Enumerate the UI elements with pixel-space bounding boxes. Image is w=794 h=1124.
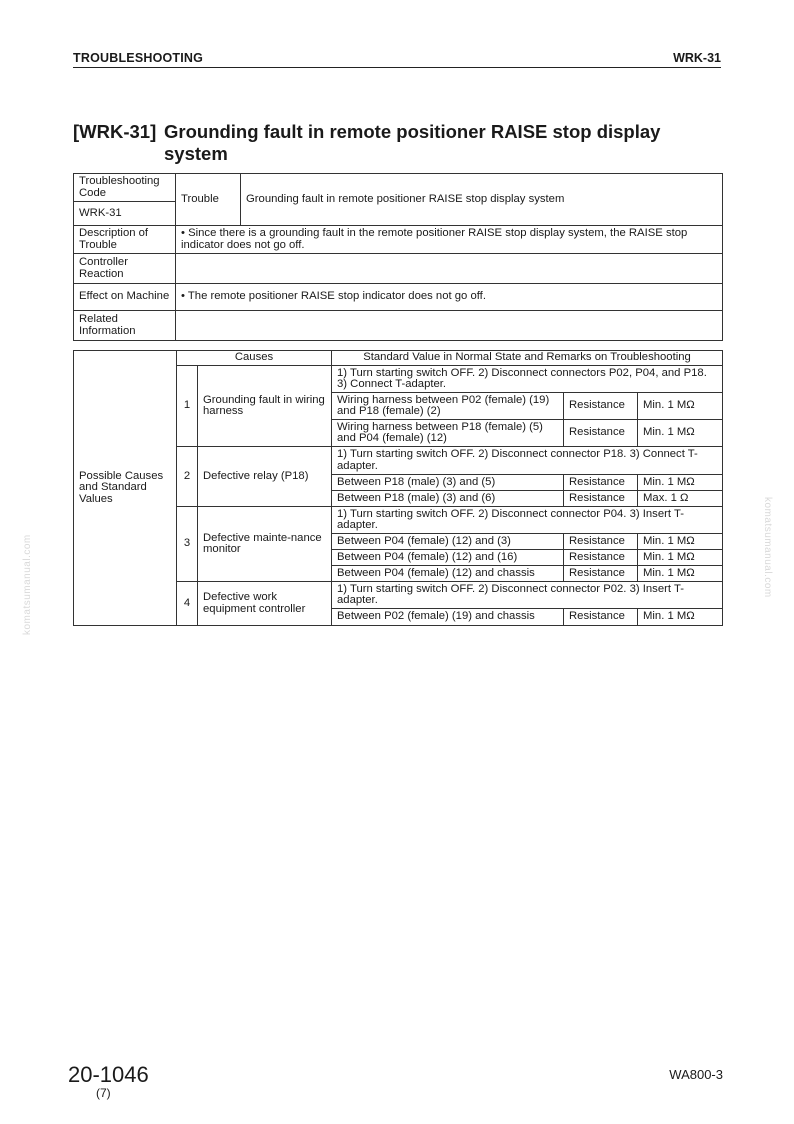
cause-1-number: 1: [177, 366, 198, 447]
watermark-left: komatsumanual.com: [22, 534, 33, 635]
causes-table: [73, 350, 723, 626]
controller-value-cell: [176, 254, 723, 284]
related-label-cell: Related Information: [74, 311, 176, 341]
cause-2-check-1-point: Between P18 (male) (3) and (5): [332, 475, 564, 491]
description-label-cell: Description of Trouble: [74, 226, 176, 254]
cause-3-check-2-item: Resistance: [564, 550, 638, 566]
cause-2-name: Defective relay (P18): [198, 447, 332, 507]
code-label-cell: Troubleshooting Code: [74, 174, 176, 202]
watermark-right: komatsumanual.com: [762, 497, 773, 598]
controller-label-cell: Controller Reaction: [74, 254, 176, 284]
possible-causes-label: Possible Causes and Standard Values: [74, 351, 177, 626]
cause-2-check-1-value: Min. 1 MΩ: [638, 475, 723, 491]
cause-1-check-1-value: Min. 1 MΩ: [638, 393, 723, 420]
cause-3-check-1-item: Resistance: [564, 534, 638, 550]
standard-header: Standard Value in Normal State and Remarks on Troubleshooting: [332, 351, 723, 366]
cause-4-procedure: 1) Turn starting switch OFF. 2) Disconnect connector P02. 3) Insert T-adapter.: [332, 582, 723, 609]
cause-4-check-1-point: Between P02 (female) (19) and chassis: [332, 609, 564, 626]
cause-1-check-2-item: Resistance: [564, 420, 638, 447]
cause-3-check-2-value: Min. 1 MΩ: [638, 550, 723, 566]
page-title: [73, 121, 723, 165]
revision-number: (7): [96, 1086, 111, 1100]
cause-3-name: Defective mainte-nance monitor: [198, 507, 332, 582]
info-table: [73, 173, 723, 341]
cause-3-check-2-point: Between P04 (female) (12) and (16): [332, 550, 564, 566]
title-line1: Grounding fault in remote positioner RAISE stop display: [164, 121, 661, 142]
trouble-value-cell: Grounding fault in remote positioner RAISE stop display system: [241, 174, 723, 226]
cause-2-procedure: 1) Turn starting switch OFF. 2) Disconnect connector P18. 3) Connect T-adapter.: [332, 447, 723, 475]
cause-2-check-2-value: Max. 1 Ω: [638, 491, 723, 507]
related-value-cell: [176, 311, 723, 341]
header-section: TROUBLESHOOTING: [73, 51, 204, 65]
cause-4-check-1-value: Min. 1 MΩ: [638, 609, 723, 626]
cause-1-procedure: 1) Turn starting switch OFF. 2) Disconnect connectors P02, P04, and P18. 3) Connect T-adapter.: [332, 366, 723, 393]
code-value-cell: WRK-31: [74, 202, 176, 226]
cause-2-check-2-point: Between P18 (male) (3) and (6): [332, 491, 564, 507]
effect-value-cell: • The remote positioner RAISE stop indicator does not go off.: [176, 284, 723, 311]
cause-3-procedure: 1) Turn starting switch OFF. 2) Disconnect connector P04. 3) Insert T-adapter.: [332, 507, 723, 534]
cause-3-check-3-point: Between P04 (female) (12) and chassis: [332, 566, 564, 582]
cause-1-check-2-point: Wiring harness between P18 (female) (5) and P04 (female) (12): [332, 420, 564, 447]
cause-3-check-1-value: Min. 1 MΩ: [638, 534, 723, 550]
cause-3-check-1-point: Between P04 (female) (12) and (3): [332, 534, 564, 550]
cause-1-name: Grounding fault in wiring harness: [198, 366, 332, 447]
cause-3-check-3-item: Resistance: [564, 566, 638, 582]
cause-4-name: Defective work equipment controller: [198, 582, 332, 626]
header-rule: [73, 67, 721, 68]
cause-2-check-1-item: Resistance: [564, 475, 638, 491]
title-line2: system: [164, 143, 228, 164]
model-name: WA800-3: [669, 1067, 723, 1082]
causes-header: Causes: [177, 351, 332, 366]
cause-1-check-1-item: Resistance: [564, 393, 638, 420]
page-number: 20-1046: [68, 1062, 149, 1087]
cause-1-check-1-point: Wiring harness between P02 (female) (19) and P18 (female) (2): [332, 393, 564, 420]
cause-2-check-2-item: Resistance: [564, 491, 638, 507]
title-code: [WRK-31]: [73, 121, 157, 142]
cause-3-check-3-value: Min. 1 MΩ: [638, 566, 723, 582]
cause-4-number: 4: [177, 582, 198, 626]
effect-label-cell: Effect on Machine: [74, 284, 176, 311]
cause-3-number: 3: [177, 507, 198, 582]
header-code: WRK-31: [673, 51, 721, 65]
trouble-label-cell: Trouble: [176, 174, 241, 226]
cause-4-check-1-item: Resistance: [564, 609, 638, 626]
description-value-cell: • Since there is a grounding fault in the remote positioner RAISE stop display system, the RAISE stop indicator does not go off.: [176, 226, 723, 254]
cause-1-check-2-value: Min. 1 MΩ: [638, 420, 723, 447]
cause-2-number: 2: [177, 447, 198, 507]
